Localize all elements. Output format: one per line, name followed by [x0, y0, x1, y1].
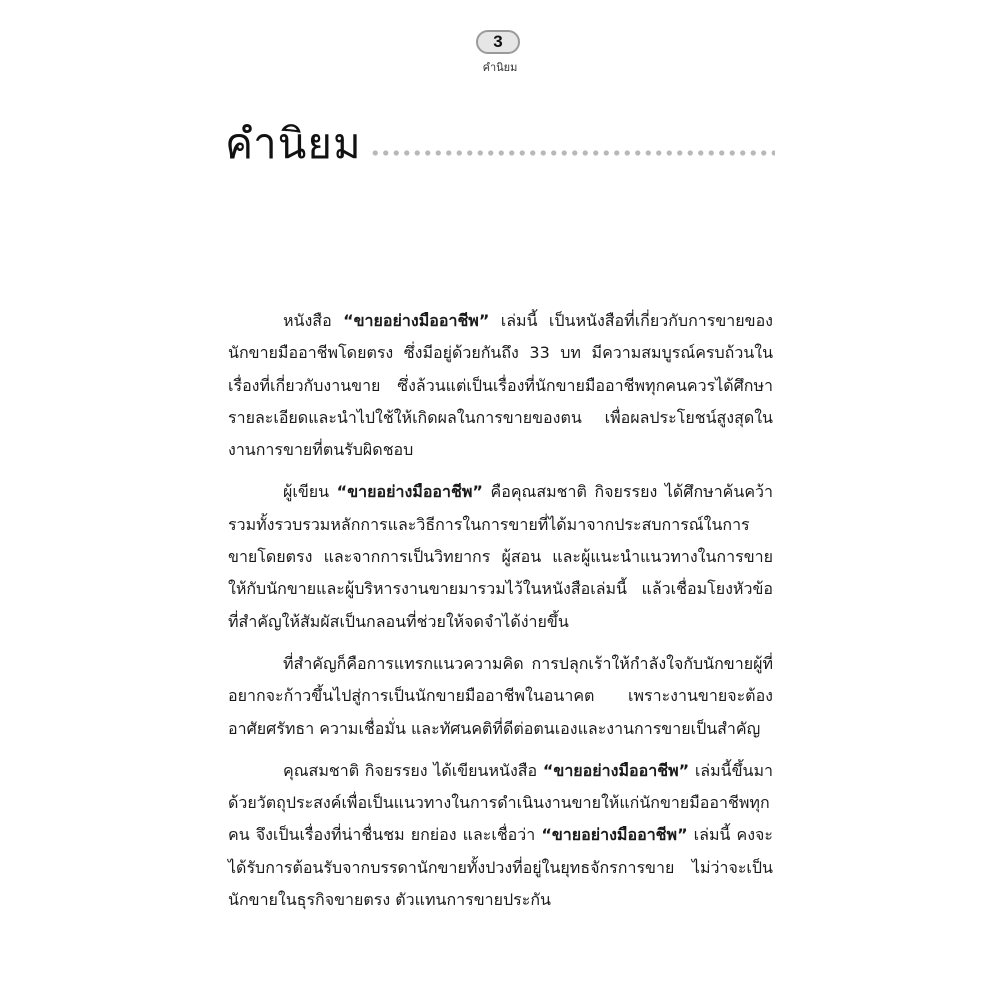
running-title: คำนิยม — [482, 61, 518, 74]
paragraph-text: เล่มนี้ขึ้นมา ด้วยวัตถุประสงค์เพื่อเป็นแนวทางในการดำเนินงานขายให้แก่นักขายมืออาชีพทุกคน จึงเป็นเรื่องที่น่าชื่นชม ยกย่อง และเชื่อว่า — [228, 760, 773, 845]
paragraph-text: หนังสือ — [283, 311, 344, 330]
book-title-emphasis: “ขายอย่างมืออาชีพ” — [541, 825, 688, 845]
book-title-emphasis: “ขายอย่างมืออาชีพ” — [336, 482, 483, 502]
book-title-emphasis: “ขายอย่างมืออาชีพ” — [542, 760, 690, 780]
chapter-heading — [225, 110, 775, 170]
body-text — [228, 305, 773, 926]
book-title-emphasis: “ขายอย่างมืออาชีพ” — [343, 311, 490, 330]
page-number-badge — [476, 30, 520, 54]
paragraph-text: ผู้เขียน — [283, 482, 337, 502]
paragraph-text: เล่มนี้ คงจะได้รับการต้อนรับจากบรรดานักขายทั้งปวงที่อยู่ในยุทธจักรการขาย ไม่ว่าจะเป็นนักขายในธุรกิจขายตรง ตัวแทนการขายประกัน — [228, 825, 773, 910]
paragraph-2 — [228, 476, 773, 637]
paragraph-4 — [228, 755, 773, 916]
page-number: 3 — [493, 32, 503, 51]
paragraph-text: เล่มนี้ เป็นหนังสือที่เกี่ยวกับการขายของนักขายมืออาชีพโดยตรง ซึ่งมีอยู่ด้วยกันถึง 33 บท มีความสมบูรณ์ครบถ้วนในเรื่องที่เกี่ยวกับงานขาย ซึ่งล้วนแต่เป็นเรื่องที่นักขายมืออาชีพทุกคนควรได้ศึกษารายละเอียดและนำไปใช้ให้เกิดผลในการขายของตน เพื่อผลประโยชน์สูงสุดในงานการขายที่ตนรับผิดชอบ — [228, 311, 773, 460]
paragraph-1 — [228, 305, 773, 466]
chapter-title: คำนิยม — [225, 119, 362, 168]
paragraph-text: คือคุณสมชาติ กิจยรรยง ได้ศึกษาค้นคว้า รวมทั้งรวบรวมหลักการและวิธีการในการขายที่ได้มาจากประสบการณ์ในการขายโดยตรง และจากการเป็นวิทยากร ผู้สอน และผู้แนะนำแนวทางในการขายให้กับนักขายและผู้บริหารงานขายมารวมไว้ในหนังสือเล่มนี้ แล้วเชื่อมโยงหัวข้อที่สำคัญให้สัมผัสเป็นกลอนที่ช่วยให้จดจำได้ง่ายขึ้น — [228, 482, 773, 631]
paragraph-text: คุณสมชาติ กิจยรรยง ได้เขียนหนังสือ — [283, 760, 543, 780]
paragraph-3 — [228, 648, 773, 745]
dot-leader — [370, 148, 775, 158]
paragraph-text: ที่สำคัญก็คือการแทรกแนวความคิด การปลุกเร้าให้กำลังใจกับนักขายผู้ที่อยากจะก้าวขึ้นไปสู่การเป็นนักขายมืออาชีพในอนาคต เพราะงานขายจะต้องอาศัยศรัทธา ความเชื่อมั่น และทัศนคติที่ดีต่อตนเองและงานการขายเป็นสำคัญ — [228, 653, 773, 738]
